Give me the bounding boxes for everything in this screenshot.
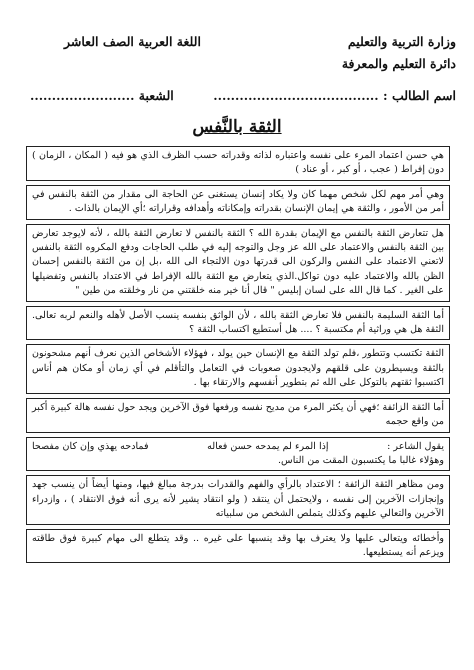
paragraph-box xyxy=(26,344,450,393)
page-title xyxy=(0,116,474,138)
poem-verse-second-half: فمادحه يهذي وإن كان مفصحا xyxy=(32,440,149,452)
paragraph-definition: هي حسن اعتماد المرء على نفسه واعتباره لذاته وقدراته حسب الظرف الذي هو فيه ( المكان ، الزمان ) دون إفراط ( عجب ، أو كبر ، أو عناد ) xyxy=(32,150,444,176)
paragraph-box xyxy=(26,146,450,181)
paragraph-box xyxy=(26,224,450,302)
paragraph-box xyxy=(26,475,450,524)
paragraph-box xyxy=(26,398,450,433)
title-text: الثقة بالنَّفس xyxy=(192,117,282,137)
paragraph-sound-confidence: أما الثقة السليمة بالنفس فلا تعارض الثقة بالله ، لأن الواثق بنفسه ينسب الأصل لأهله والنعم لربه تعالى. الثقة هل هي وراثية أم مكتسبة ؟ .... هل أستطيع اكتساب الثقة ؟ xyxy=(32,309,444,336)
content-area xyxy=(26,146,450,567)
paragraph-importance: وهي أمر مهم لكل شخص مهما كان ولا يكاد إنسان يستغنى عن الحاجة الى مقدار من الثقة بالنفس في أمر من الأمور ، والثقة هي إيمان الإنسان بقدراته وإمكاناته وأهدافه وقراراته ؛أي الإيمان بالذات . xyxy=(32,188,444,215)
paragraph-box xyxy=(26,306,450,341)
department-name: دائرة التعليم والمعرفة xyxy=(341,56,456,71)
poem-comment: وهؤلاء غالبا ما يكتسبون المقت من الناس. xyxy=(277,454,444,466)
paragraph-acquired: الثقة تكتسب وتتطور ،فلم تولد الثقة مع الإنسان حين يولد ، فهؤلاء الأشخاص الذين نعرف أنهم مشحونون بالثقة ويسيطرون على قلقهم ولايجدون صعوبات في التعامل والتأقلم في أي زمان أو مكان هم أناس اكتسبوا ثقتهم بالتوكل على الله ثم بتطوير أنفسهم والارتقاء بها . xyxy=(32,348,444,389)
paragraph-false-confidence: أما الثقة الزائفة ؛فهي أن يكثر المرء من مديح نفسه ورفعها فوق الآخرين ويجد حول نفسه هالة كبيرة أكبر من واقع حجمه xyxy=(32,401,444,428)
poem-intro: يقول الشاعر : xyxy=(387,440,444,452)
subject-grade: اللغة العربية الصف العاشر xyxy=(64,34,201,49)
section-field[interactable]: الشعبة ........................ xyxy=(30,88,174,103)
poem-line xyxy=(32,440,444,454)
paragraph-box xyxy=(26,529,450,564)
student-name-field[interactable]: اسم الطالب : ...................................... xyxy=(213,88,456,103)
paragraph-faith: هل تتعارض الثقة بالنفس مع الإيمان بقدرة الله ؟ الثقة بالنفس لا تعارض الثقة بالله ، لأنه لايوجد تعارض بين الثقة بالنفس والاعتماد على الله عز وجل والتوجه إليه في طلب الحاجات ودفع المكروه الثقة بالنفس لاتعني الاعتماد على النفس والركون الى قدرتها دون الالتجاء الى الله ،بل إن من الثقة بالنفس إحسان الظن بالله والاعتماد عليه دون تواكل.الذي يتعارض مع الثقة بالله الإفراط في الاعتداد بالنفس وتفضيلها على الغير . كما قال الله على لسان إبليس " قال أنا خير منه خلقتني من نار وخلقته من طين " xyxy=(32,227,444,297)
paragraph-manifestations: ومن مظاهر الثقة الزائفة ؛ الاعتداد بالرأي والفهم والقدرات بدرجة مبالغ فيها، ومنها أيضاً أن ينسب جهد وإنجازات الآخرين إلى نفسه ، ولايحتمل أن ينتقد ( ولو انتقاد يشير لأنه يرى أنه فوق الانتقاد ) ، وازدراء الآخرين والتعالي عليهم وكذلك يتملص الشخص من سلبياته xyxy=(32,479,444,520)
ministry-name: وزارة التربية والتعليم xyxy=(347,34,456,49)
poem-box xyxy=(26,437,450,472)
paragraph-mistakes: وأخطائه ويتعالى عليها ولا يعترف بها وقد ينسبها على غيره .. وقد يتطلع الى مهام كبيرة فوق طاقته ويزعم أنه يستطيعها. xyxy=(32,532,444,558)
paragraph-box xyxy=(26,185,450,220)
poem-verse-first-half: إذا المرء لم يمدحه حسن فعاله xyxy=(207,440,329,452)
